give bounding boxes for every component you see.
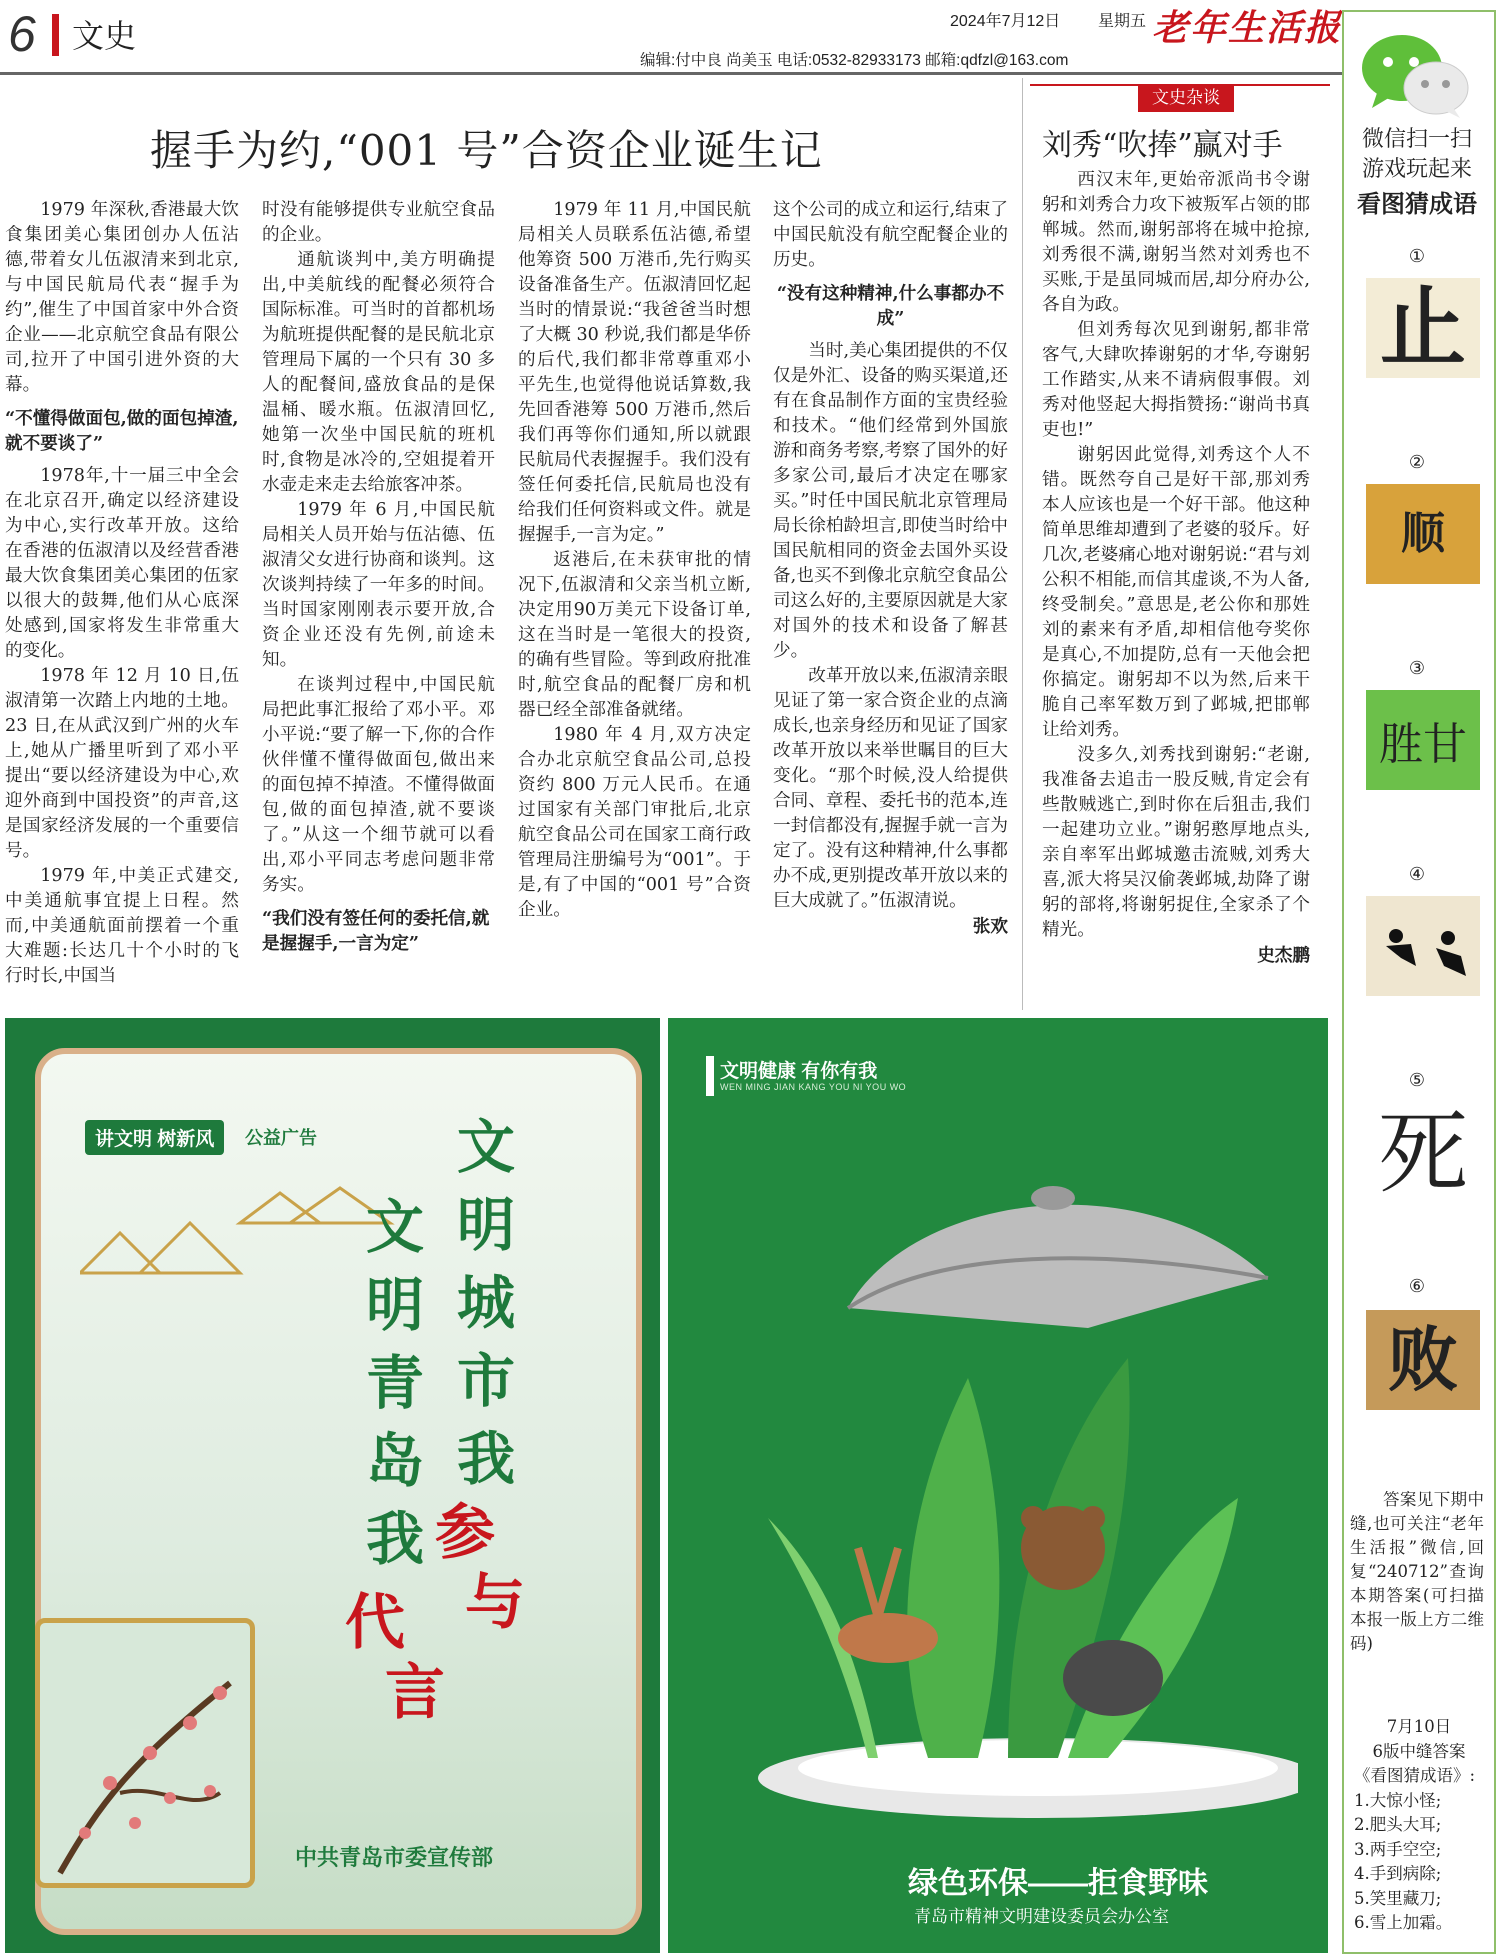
puzzle-image-4 bbox=[1366, 896, 1480, 996]
author-byline: 张欢 bbox=[972, 916, 1008, 937]
article-column-2 bbox=[262, 198, 495, 964]
slogan-char: 明 bbox=[365, 1271, 424, 1339]
puzzle-image-5 bbox=[1366, 1101, 1480, 1206]
ad-pinyin: WEN MING JIAN KANG YOU NI YOU WO bbox=[720, 1082, 907, 1092]
previous-answer: 6.雪上加霜。 bbox=[1354, 1913, 1453, 1932]
slogan-char: 岛 bbox=[365, 1427, 424, 1495]
header-rule bbox=[0, 72, 1345, 75]
puzzle-number: ④ bbox=[1408, 864, 1426, 885]
paragraph: 谢躬因此觉得,刘秀这个人不错。既然夸自己是好干部,那刘秀本人应该也是一个好干部。他这种简单思维却遭到了老婆的驳斥。好几次,老婆痛心地对谢躬说:“君与刘公积不相能,而信其虚谈,不为人备,终受制矣。”意思是,老公你和那姓刘的素来有矛盾,却相信他夸奖你是真心,不加提防,总有一天他会把你搞定。谢躬却不以为然,后来干脆自己率军数万到了邺城,把邯郸让给刘秀。 bbox=[1042, 445, 1310, 740]
puzzle-number: ⑤ bbox=[1408, 1070, 1426, 1091]
puzzle-glyph: 死 bbox=[1378, 1101, 1468, 1206]
article-title: 握手为约,“001 号”合资企业诞生记 bbox=[150, 126, 823, 175]
slogan-char: 城 bbox=[456, 1269, 515, 1337]
paragraph: 没多久,刘秀找到谢躬:“老谢,我准备去追击一股反贼,肯定会有些散贼逃亡,到时你在后狙击,我们一起建功立业。”谢躬憨厚地点头,亲自率军出邺城邀击流贼,刘秀大喜,派大将吴汉偷袭邺城,劫降了谢躬的部将,将谢躬捉住,全家杀了个精光。 bbox=[1042, 745, 1310, 940]
previous-answer: 4.手到病除; bbox=[1354, 1864, 1442, 1883]
public-ad-civilized-city bbox=[5, 1018, 660, 1953]
ad-sponsor: 青岛市精神文明建设委员会办公室 bbox=[914, 1907, 1169, 1926]
paragraph: 1980 年 4 月,双方决定合办北京航空食品公司,总投资约 800 万元人民币。在通过国家有关部门审批后,北京航空食品公司在国家工商行政管理局注册编号为“001”。于是,有了中国的“001 号”合资企业。 bbox=[518, 725, 751, 920]
paragraph: 西汉末年,更始帝派尚书令谢躬和刘秀合力攻下被叛军占领的邯郸城。然而,谢躬部将在城中抢掠,刘秀很不满,谢躬当然对刘秀也不买账,于是虽同城而居,却分府办公,各自为政。 bbox=[1042, 170, 1310, 315]
paragraph: 1979 年 11 月,中国民航局相关人员联系伍沾德,希望他筹资 500 万港币,先行购买设备准备生产。伍淑清回忆起当时的情景说:“我爸爸当时想了大概 30 秒说,我们都是华侨的后代,我们都非常尊重邓小平先生,也觉得他说话算数,我先回香港筹 500 万港币,然后我们再等你们通知,所以就跟民航局代表握握手。我们没有签任何委托信,民航局也没有给我们任何资料或文件。就是握握手,一言为定。” bbox=[518, 200, 751, 545]
slogan-char: 参 bbox=[435, 1498, 495, 1568]
slogan-accent-2 bbox=[345, 1588, 455, 1728]
puzzle-glyph: 止 bbox=[1380, 277, 1466, 378]
slogan-char: 文 bbox=[456, 1113, 515, 1181]
subheading: “没有这种精神,什么事都办不成” bbox=[776, 283, 1005, 329]
sidebar-line: 微信扫一扫 bbox=[1361, 126, 1472, 151]
fallen-people-icon bbox=[1366, 896, 1480, 996]
previous-answers bbox=[1350, 1715, 1484, 1936]
previous-answer: 3.两手空空; bbox=[1354, 1839, 1442, 1859]
puzzle-glyph: 胜 bbox=[1379, 719, 1423, 770]
slogan-char: 与 bbox=[465, 1568, 525, 1638]
puzzle-number: ⑥ bbox=[1408, 1276, 1426, 1297]
article-column-1 bbox=[5, 198, 239, 989]
sidebar-title: 看图猜成语 bbox=[1357, 191, 1477, 218]
slogan-char: 我 bbox=[365, 1505, 424, 1573]
slogan-column-1 bbox=[451, 1108, 521, 1498]
paragraph: 改革开放以来,伍淑清亲眼见证了第一家合资企业的点滴成长,也亲身经历和见证了国家改革开放以来举世瞩目的巨大变化。“那个时候,没人给提供合同、章程、委托书的范本,连一封信都没有,握握手就一言为定了。没有这种精神,什么事都办不成,更别提改革开放以来的巨大成就了。”伍淑清说。 bbox=[773, 666, 1008, 911]
issue-weekday: 星期五 bbox=[1098, 13, 1147, 30]
section-title: 文史 bbox=[72, 17, 137, 55]
article-column-3 bbox=[518, 198, 751, 923]
puzzle-glyph: 顺 bbox=[1401, 508, 1445, 559]
ad-slogan: 绿色环保——拒食野味 bbox=[908, 1867, 1208, 1900]
paragraph: 这个公司的成立和运行,结束了中国民航没有航空配餐企业的历史。 bbox=[773, 200, 1008, 270]
subheading: “我们没有签任何的委托信,就是握握手,一言为定” bbox=[262, 908, 490, 954]
subheading: “不懂得做面包,做的面包掉渣,就不要谈了” bbox=[5, 408, 239, 454]
previous-heading: 7月10日 bbox=[1386, 1717, 1452, 1736]
previous-answer: 1.大惊小怪; bbox=[1354, 1790, 1442, 1810]
paragraph: 通航谈判中,美方明确提出,中美航线的配餐必须符合国际标准。可当时的首都机场为航班提供配餐的是民航北京管理局下属的一个只有 30 多人的配餐间,盛放食品的是保温桶、暖水瓶。伍淑清回忆,她第一次坐中国民航的班机时,食物是冰冷的,空姐提着开水壶走来走去给旅客冲茶。 bbox=[262, 250, 495, 495]
slogan-char: 言 bbox=[385, 1658, 445, 1728]
article-column-4 bbox=[773, 198, 1008, 939]
editors-line: 编辑:付中良 尚美玉 电话:0532-82933173 邮箱:qdfzl@163.com bbox=[640, 52, 1069, 69]
wechat-icon bbox=[1350, 28, 1480, 120]
section-bar bbox=[52, 14, 59, 56]
puzzle-image-6 bbox=[1366, 1310, 1480, 1410]
public-ad-green-protection bbox=[668, 1018, 1328, 1953]
paragraph: 当时,美心集团提供的不仅仅是外汇、设备的购买渠道,还有在食品制作方面的宝贵经验和技术。“他们经常到外国旅游和商务考察,考察了国外的好多家公司,最后才决定在哪家买。”时任中国民航北京管理局局长徐柏龄坦言,即使当时给中国民航相同的资金去国外买设备,也买不到像北京航空食品公司这么好的,主要原因就是大家对国外的技术和设备了解甚少。 bbox=[773, 341, 1008, 661]
previous-answer: 5.笑里藏刀; bbox=[1354, 1888, 1442, 1908]
paragraph: 1979 年深秋,香港最大饮食集团美心集团创办人伍沾德,带着女儿伍淑清来到北京,与中国民航局代表“握手为约”,催生了中国首家中外合资企业——北京航空食品有限公司,拉开了中国引进外资的大幕。 bbox=[5, 200, 239, 395]
previous-answer: 2.肥头大耳; bbox=[1354, 1815, 1442, 1834]
paragraph: 1979 年 6 月,中国民航局相关人员开始与伍沾德、伍淑清父女进行协商和谈判。这次谈判持续了一年多的时间。当时国家刚刚表示要开放,合资企业还没有先例,前途未知。 bbox=[262, 500, 495, 670]
paragraph: 返港后,在未获审批的情况下,伍淑清和父亲当机立断,决定用90万美元下设备订单,这在当时是一笔很大的投资,的确有些冒险。等到政府批准时,航空食品的配餐厂房和机器已经全部准备就绪。 bbox=[518, 550, 751, 720]
puzzle-image-2 bbox=[1366, 484, 1480, 584]
puzzle-number: ② bbox=[1408, 452, 1426, 473]
puzzle-glyph: 甘 bbox=[1423, 719, 1467, 770]
issue-date: 2024年7月12日 bbox=[950, 13, 1061, 30]
slogan-column-2 bbox=[360, 1188, 430, 1578]
slogan-char: 明 bbox=[456, 1191, 515, 1259]
newspaper-logo: 老年生活报 bbox=[1152, 7, 1343, 49]
side-article-body bbox=[1042, 168, 1310, 968]
paragraph: 在谈判过程中,中国民航局把此事汇报给了邓小平。邓小平说:“要了解一下,你的合作伙伴懂不懂得做面包,做出来的面包掉不掉渣。不懂得做面包,做的面包掉渣,就不要谈了。”从这一个细节就可以看出,邓小平同志考虑问题非常务实。 bbox=[262, 675, 495, 895]
puzzle-number: ① bbox=[1408, 246, 1426, 267]
previous-title: 《看图猜成语》: bbox=[1354, 1766, 1476, 1785]
puzzle-number: ③ bbox=[1408, 658, 1426, 679]
puzzle-image-1 bbox=[1366, 278, 1480, 378]
window-frame bbox=[35, 1618, 255, 1888]
puzzle-glyph: 败 bbox=[1388, 1318, 1458, 1401]
slogan-char: 青 bbox=[365, 1349, 424, 1417]
paragraph: 但刘秀每次见到谢躬,都非常客气,大肆吹捧谢躬的才华,夸谢躬工作踏实,从来不请病假事假。刘秀对他竖起大拇指赞扬:“谢尚书真吏也!” bbox=[1042, 320, 1310, 440]
plum-blossom-icon bbox=[40, 1623, 250, 1883]
previous-subheading: 6版中缝答案 bbox=[1372, 1741, 1466, 1761]
ad-sponsor: 中共青岛市委宣传部 bbox=[295, 1845, 494, 1870]
paragraph: 1978 年 12 月 10 日,伍淑清第一次踏上内地的土地。23 日,在从武汉到广州的火车上,她从广播里听到了邓小平提出“要以经济建设为中心,欢迎外商到中国投资”的声音,这是国家经济发展的一个重要信号。 bbox=[5, 666, 239, 861]
side-article-title: 刘秀“吹捧”赢对手 bbox=[1042, 128, 1283, 163]
paragraph: 1978年,十一届三中全会在北京召开,确定以经济建设为中心,实行改革开放。这给在香港的伍淑清以及经营香港最大饮食集团美心集团的伍家以很大的鼓舞,他们从心底深处感到,国家将发生非常重大的变化。 bbox=[5, 466, 239, 661]
paragraph: 1979 年,中美正式建交,中美通航事宜提上日程。然而,中美通航面前摆着一个重大难题:长达几十个小时的飞行时长,中国当 bbox=[5, 866, 239, 986]
slogan-char: 文 bbox=[365, 1193, 424, 1261]
paragraph: 时没有能够提供专业航空食品的企业。 bbox=[262, 200, 495, 245]
author-byline: 史杰鹏 bbox=[1257, 945, 1310, 966]
ad-badge-tag: 公益广告 bbox=[245, 1128, 317, 1148]
puzzle-image-3 bbox=[1366, 690, 1480, 790]
page-number: 6 bbox=[8, 6, 36, 62]
sidebar-line: 游戏玩起来 bbox=[1361, 156, 1472, 181]
column-divider bbox=[1022, 78, 1023, 1010]
answer-note bbox=[1350, 1488, 1484, 1656]
slogan-char: 我 bbox=[456, 1425, 515, 1493]
side-article-tag: 文史杂谈 bbox=[1138, 84, 1234, 112]
slogan-char: 市 bbox=[456, 1347, 515, 1415]
cloche-wildlife-illustration bbox=[708, 1078, 1298, 1838]
answer-note-text: 答案见下期中缝,也可关注“老年生活报”微信,回复“240712”查询本期答案(可扫描本报一版上方二维码) bbox=[1350, 1490, 1484, 1653]
ad-badge: 文明健康 有你有我 bbox=[720, 1061, 878, 1082]
slogan-char: 代 bbox=[345, 1588, 405, 1658]
ad-badge: 讲文明 树新风 bbox=[85, 1120, 224, 1155]
